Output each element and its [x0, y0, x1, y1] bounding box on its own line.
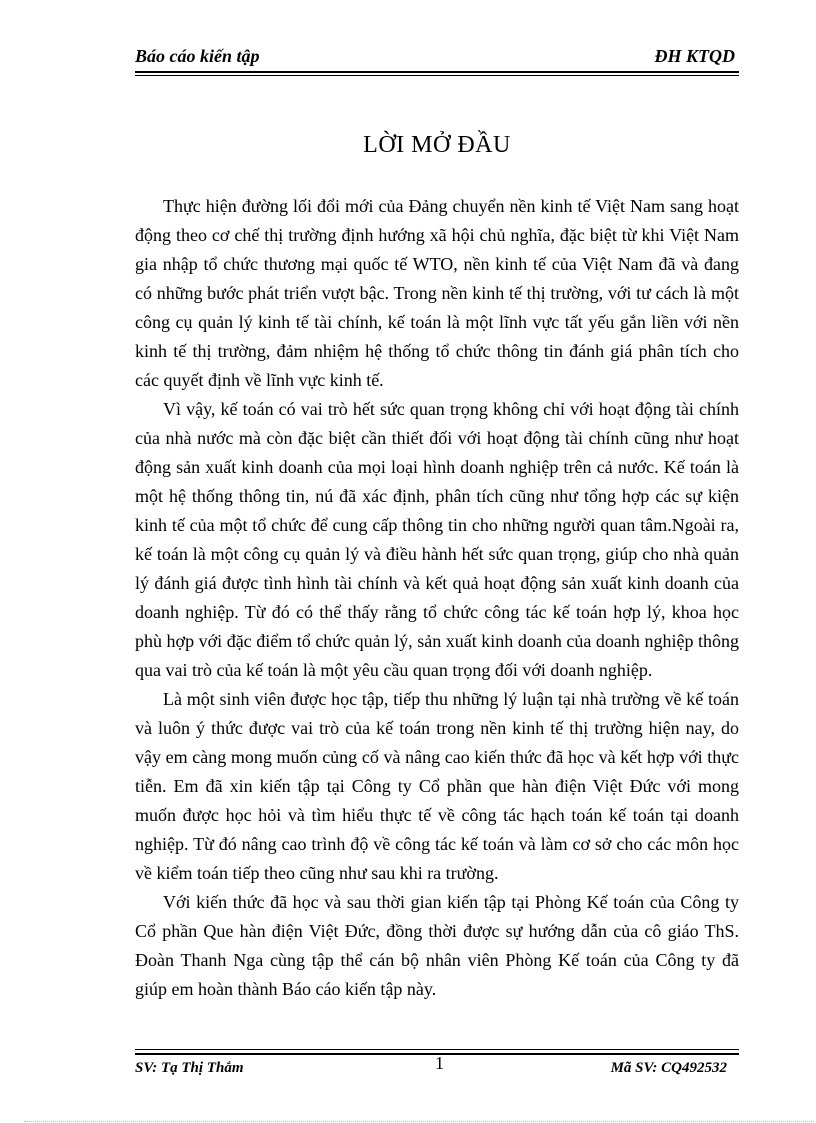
- footer-rule-thin: [135, 1049, 739, 1050]
- header-university: ĐH KTQD: [654, 46, 735, 66]
- header-report-title: Báo cáo kiến tập: [135, 46, 260, 66]
- page-bottom-border: [24, 1121, 814, 1122]
- document-title: LỜI MỞ ĐẦU: [363, 132, 511, 158]
- page-footer: [135, 1053, 735, 1083]
- paragraph-1: Thực hiện đường lối đổi mới của Đảng chuyển nền kinh tế Việt Nam sang hoạt động theo cơ chế thị trường định hướng xã hội chủ nghĩa, đặc biệt từ khi Việt Nam gia nhập tổ chức thương mại quốc tế WTO, nền kinh tế của Việt Nam đã và đang có những bước phát triển vượt bậc. Trong nền kinh tế thị trường, với tư cách là một công cụ quản lý kinh tế tài chính, kế toán là một lĩnh vực tất yếu gắn liền với nền kinh tế thị trường, đảm nhiệm hệ thống tổ chức thông tin đánh giá phân tích cho các quyết định về lĩnh vực kinh tế.: [135, 196, 739, 390]
- document-body: [135, 192, 739, 1004]
- paragraph-2: Vì vậy, kế toán có vai trò hết sức quan trọng không chỉ với hoạt động tài chính của nhà nước mà còn đặc biệt cần thiết đối với hoạt động tài chính cũng như hoạt động sản xuất kinh doanh của mọi loại hình doanh nghiệp trên cả nước. Kế toán là một hệ thống thông tin, nú đã xác định, phân tích cũng như tổng hợp các sự kiện kinh tế của một tổ chức để cung cấp thông tin cho những người quan tâm.Ngoài ra, kế toán là một công cụ quản lý và điều hành hết sức quan trọng, giúp cho nhà quản lý đánh giá được tình hình tài chính và kết quả hoạt động sản xuất kinh doanh của doanh nghiệp. Từ đó có thể thấy rằng tổ chức công tác kế toán hợp lý, khoa học phù hợp với đặc điểm tổ chức quản lý, sản xuất kinh doanh của doanh nghiệp thông qua vai trò của kế toán là một yêu cầu quan trọng đối với doanh nghiệp.: [135, 399, 739, 680]
- paragraph-3: Là một sinh viên được học tập, tiếp thu những lý luận tại nhà trường về kế toán và luôn ý thức được vai trò của kế toán trong nền kinh tế thị trường hiện nay, do vậy em càng mong muốn củng cố và nâng cao kiến thức đã học và kết hợp với thực tiễn. Em đã xin kiến tập tại Công ty Cổ phần que hàn điện Việt Đức với mong muốn được học hỏi và tìm hiểu thực tế về công tác hạch toán kế toán tại doanh nghiệp. Từ đó nâng cao trình độ về công tác kế toán và làm cơ sở cho các môn học về kiểm toán tiếp theo cũng như sau khi ra trường.: [135, 689, 739, 883]
- footer-student-id: Mã SV: CQ492532: [610, 1060, 727, 1076]
- page-header: [135, 44, 735, 70]
- page-number: 1: [435, 1053, 444, 1073]
- footer-student-name: SV: Tạ Thị Thắm: [135, 1060, 244, 1076]
- header-rule-thick: [135, 71, 739, 73]
- paragraph-4: Với kiến thức đã học và sau thời gian kiến tập tại Phòng Kế toán của Công ty Cổ phần Que hàn điện Việt Đức, đồng thời được sự hướng dẫn của cô giáo ThS. Đoàn Thanh Nga cùng tập thể cán bộ nhân viên Phòng Kế toán của Công ty đã giúp em hoàn thành Báo cáo kiến tập này.: [135, 892, 739, 999]
- header-rule-thin: [135, 75, 739, 76]
